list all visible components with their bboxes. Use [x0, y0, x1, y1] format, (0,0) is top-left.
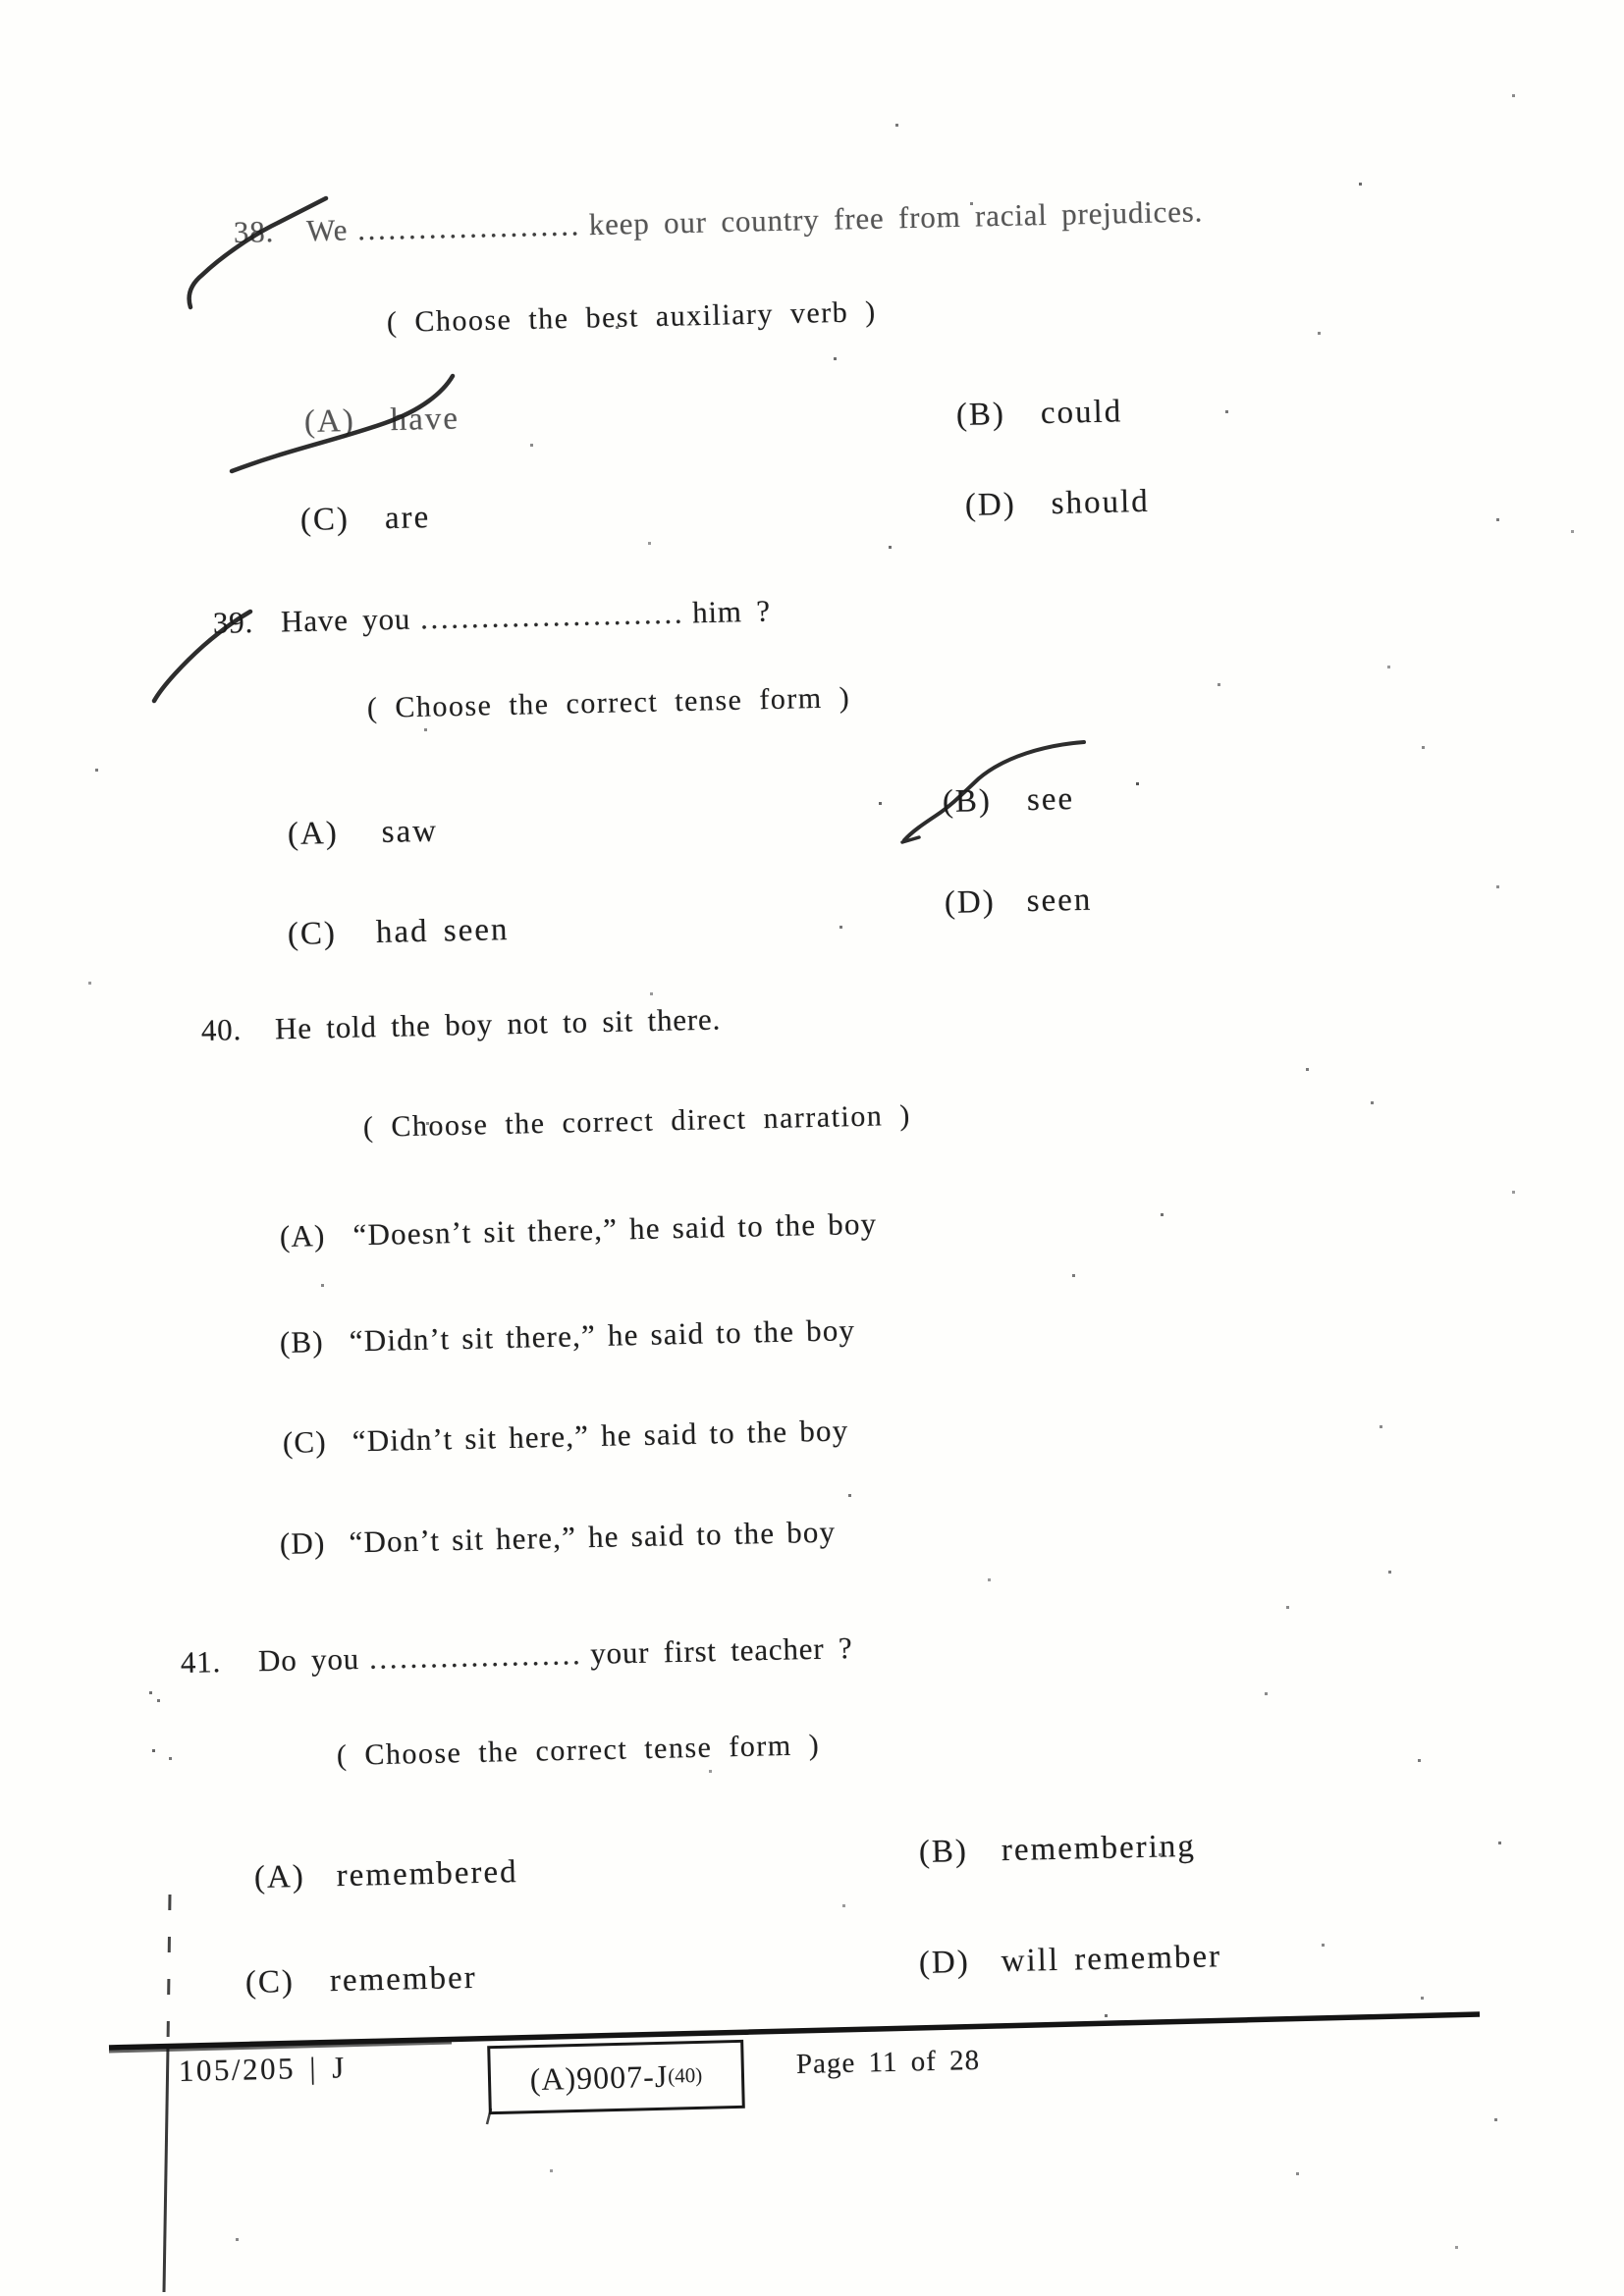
option-c-label: (C)	[282, 1424, 328, 1460]
option-a-label: (A)	[303, 402, 356, 440]
pen-strike-option-b-see-barb	[902, 837, 919, 842]
question-41-text-before: Do you	[257, 1641, 360, 1679]
question-40-instruction: ( Choose the correct direct narration )	[362, 1098, 912, 1144]
option-d-text: should	[1051, 483, 1151, 522]
option-b-text: could	[1040, 394, 1123, 432]
question-39-option-c	[288, 912, 510, 953]
question-40-option-b	[280, 1312, 856, 1361]
footer-booklet-code: 105/205 | J	[178, 2050, 348, 2088]
question-39-option-d	[945, 882, 1093, 922]
question-41-number: 41.	[180, 1644, 222, 1680]
question-38-option-a	[304, 401, 460, 441]
option-d-label: (D)	[944, 883, 997, 921]
option-d-text: “Don’t sit here,” he said to the boy	[349, 1514, 837, 1560]
option-d-label: (D)	[964, 486, 1017, 523]
option-a-label: (A)	[253, 1858, 306, 1896]
question-41-stem	[181, 1630, 853, 1681]
option-c-label: (C)	[287, 915, 338, 952]
option-a-text: “Doesn’t sit there,” he said to the boy	[352, 1205, 878, 1253]
footer-paper-code: (A)9007-J	[529, 2057, 669, 2097]
question-38-blank-dots: ......................	[356, 207, 582, 247]
question-38-option-c	[300, 500, 431, 539]
question-38-text-before: We	[305, 212, 349, 248]
option-d-text: seen	[1026, 881, 1093, 920]
footer-page-number: Page 11 of 28	[795, 2044, 981, 2080]
footer-paper-code-box	[487, 2040, 745, 2114]
option-b-label: (B)	[942, 782, 993, 820]
question-38-number: 38.	[233, 214, 275, 249]
question-39-text-after: him ?	[691, 593, 772, 630]
option-c-text: remember	[329, 1959, 478, 2000]
option-c-text: “Didn’t sit here,” he said to the boy	[352, 1413, 849, 1459]
left-margin-line	[164, 2047, 168, 2292]
question-41-text-after: your first teacher ?	[589, 1630, 853, 1671]
question-40-stem	[201, 1001, 722, 1048]
question-38-option-d	[965, 484, 1151, 524]
footer-rule-line	[109, 2014, 1480, 2048]
question-40-option-d	[280, 1515, 837, 1562]
question-41-option-b	[919, 1829, 1197, 1871]
question-38-text-after: keep our country free from racial prejudices.	[588, 193, 1204, 242]
question-39-option-b	[943, 781, 1075, 821]
question-40-text: He told the boy not to sit there.	[274, 1001, 722, 1046]
left-margin-line-dashed	[168, 1895, 170, 2047]
option-a-text: saw	[381, 813, 439, 850]
question-41-option-a	[254, 1854, 518, 1896]
footer-paper-code-sub: (40)	[667, 2062, 703, 2088]
question-39-text-before: Have you	[280, 601, 411, 639]
question-41-blank-dots: .....................	[368, 1636, 583, 1676]
option-d-label: (D)	[279, 1524, 326, 1561]
option-d-text: will remember	[1001, 1939, 1222, 1980]
footer-rule-line-double	[109, 2043, 452, 2052]
option-a-text: remembered	[336, 1854, 518, 1895]
option-b-text: see	[1026, 781, 1075, 819]
option-a-text: have	[390, 400, 460, 439]
option-b-label: (B)	[955, 396, 1006, 433]
question-39-blank-dots: ..........................	[419, 595, 685, 636]
question-41-option-d	[919, 1939, 1222, 1982]
question-40-option-c	[283, 1413, 849, 1461]
option-b-text: “Didn’t sit there,” he said to the boy	[349, 1312, 856, 1359]
question-41-option-c	[245, 1960, 478, 2002]
question-39-instruction: ( Choose the correct tense form )	[366, 681, 851, 724]
question-39-number: 39.	[212, 605, 254, 640]
question-38-option-b	[956, 394, 1123, 434]
option-c-text: had seen	[375, 912, 510, 951]
option-a-label: (A)	[279, 1217, 326, 1254]
question-41-instruction: ( Choose the correct tense form )	[336, 1729, 821, 1772]
option-b-label: (B)	[279, 1324, 325, 1360]
question-40-option-a	[280, 1206, 878, 1255]
option-c-label: (C)	[244, 1963, 296, 2001]
option-b-label: (B)	[918, 1833, 969, 1870]
question-38-stem	[234, 193, 1204, 250]
question-38-instruction: ( Choose the best auxiliary verb )	[386, 295, 878, 339]
question-39-stem	[213, 594, 772, 641]
question-39-option-a	[288, 814, 439, 853]
scan-noise	[0, 0, 3, 3]
option-b-text: remembering	[1001, 1828, 1197, 1869]
option-d-label: (D)	[918, 1944, 971, 1981]
option-a-label: (A)	[287, 815, 340, 852]
question-40-number: 40.	[200, 1012, 243, 1047]
option-c-label: (C)	[299, 501, 351, 538]
option-c-text: are	[384, 500, 431, 537]
